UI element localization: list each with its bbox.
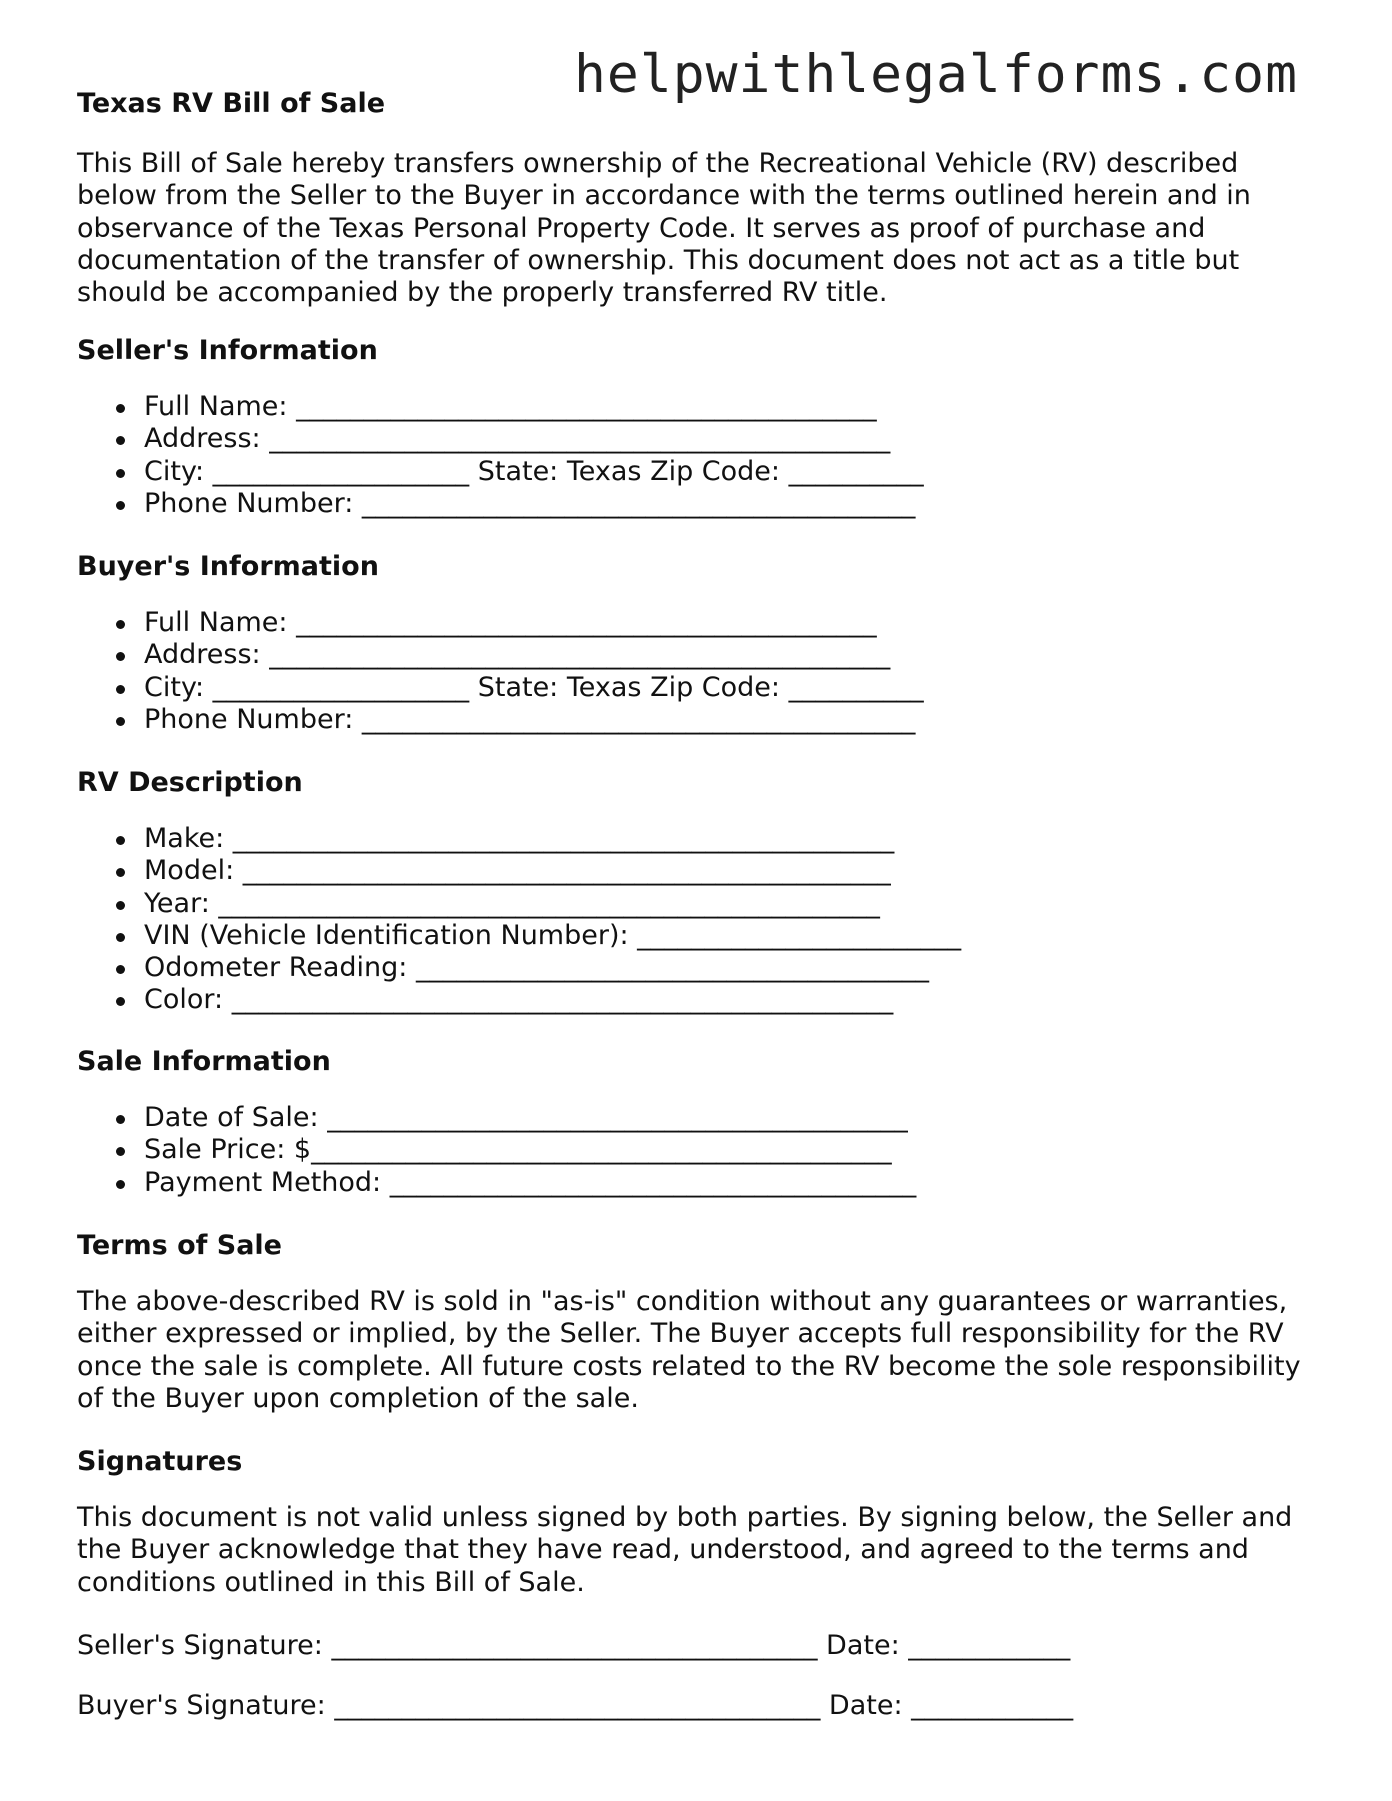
seller-heading: Seller's Information [77,335,378,366]
signatures-heading: Signatures [77,1446,243,1477]
rv-heading: RV Description [77,767,303,798]
terms-paragraph: The above-described RV is sold in "as-is" condition without any guarantees or warranties, either expressed or implied, by the Seller. The Buyer accepts full responsibility for the RV once the sale is complete. All future costs related to the RV become the sole responsibility of the Buyer upon completion of the sale. [77,1286,1301,1414]
seller-section [77,335,1317,520]
buyer-address-field[interactable]: Address: ______________________________________________ [77,639,1317,671]
seller-phone-field[interactable]: Phone Number: _________________________________________ [77,488,1317,520]
sale-heading: Sale Information [77,1046,331,1077]
sale-price-field[interactable]: Sale Price: $___________________________________________ [77,1134,1317,1166]
seller-fields [77,391,1317,520]
watermark-site-name: helpwithlegalforms.com [574,44,1298,105]
signatures-paragraph: This document is not valid unless signed by both parties. By signing below, the Seller and the Buyer acknowledge that they have read, understood, and agreed to the terms and conditions outlined in this Bill of Sale. [77,1502,1293,1598]
rv-make-field[interactable]: Make: _________________________________________________ [77,823,1317,855]
rv-section [77,767,1317,1017]
seller-address-field[interactable]: Address: ______________________________________________ [77,423,1317,455]
seller-signature-line[interactable]: Seller's Signature: ____________________________________ Date: ____________ [77,1630,1071,1661]
buyer-section [77,551,1317,736]
intro-paragraph: This Bill of Sale hereby transfers ownership of the Recreational Vehicle (RV) described below from the Seller to the Buyer in accordance with the terms outlined herein and in observance of the Texas Personal Property Code. It serves as proof of purchase and documentation of the transfer of ownership. This document does not act as a title but should be accompanied by the properly transferred RV title. [77,148,1251,309]
buyer-signature-line[interactable]: Buyer's Signature: ____________________________________ Date: ____________ [77,1690,1074,1721]
rv-model-field[interactable]: Model: ________________________________________________ [77,855,1317,887]
buyer-full-name-field[interactable]: Full Name: ___________________________________________ [77,607,1317,639]
buyer-fields [77,607,1317,736]
terms-section [77,1230,1317,1415]
seller-city-state-zip-field[interactable]: City: ___________________ State: Texas Zip Code: __________ [77,456,1317,488]
seller-full-name-field[interactable]: Full Name: ___________________________________________ [77,391,1317,423]
sale-date-field[interactable]: Date of Sale: ___________________________________________ [77,1102,1317,1134]
signatures-section [77,1446,1317,1599]
buyer-heading: Buyer's Information [77,551,379,582]
sale-fields [77,1102,1317,1199]
document-title: Texas RV Bill of Sale [77,88,386,119]
buyer-city-state-zip-field[interactable]: City: ___________________ State: Texas Zip Code: __________ [77,672,1317,704]
terms-heading: Terms of Sale [77,1230,282,1261]
sale-section [77,1046,1317,1199]
rv-fields [77,823,1317,1017]
rv-odometer-field[interactable]: Odometer Reading: ______________________________________ [77,952,1317,984]
rv-year-field[interactable]: Year: _________________________________________________ [77,888,1317,920]
sale-payment-method-field[interactable]: Payment Method: _______________________________________ [77,1167,1317,1199]
rv-vin-field[interactable]: VIN (Vehicle Identification Number): ________________________ [77,920,1317,952]
rv-color-field[interactable]: Color: _________________________________________________ [77,984,1317,1016]
buyer-phone-field[interactable]: Phone Number: _________________________________________ [77,704,1317,736]
